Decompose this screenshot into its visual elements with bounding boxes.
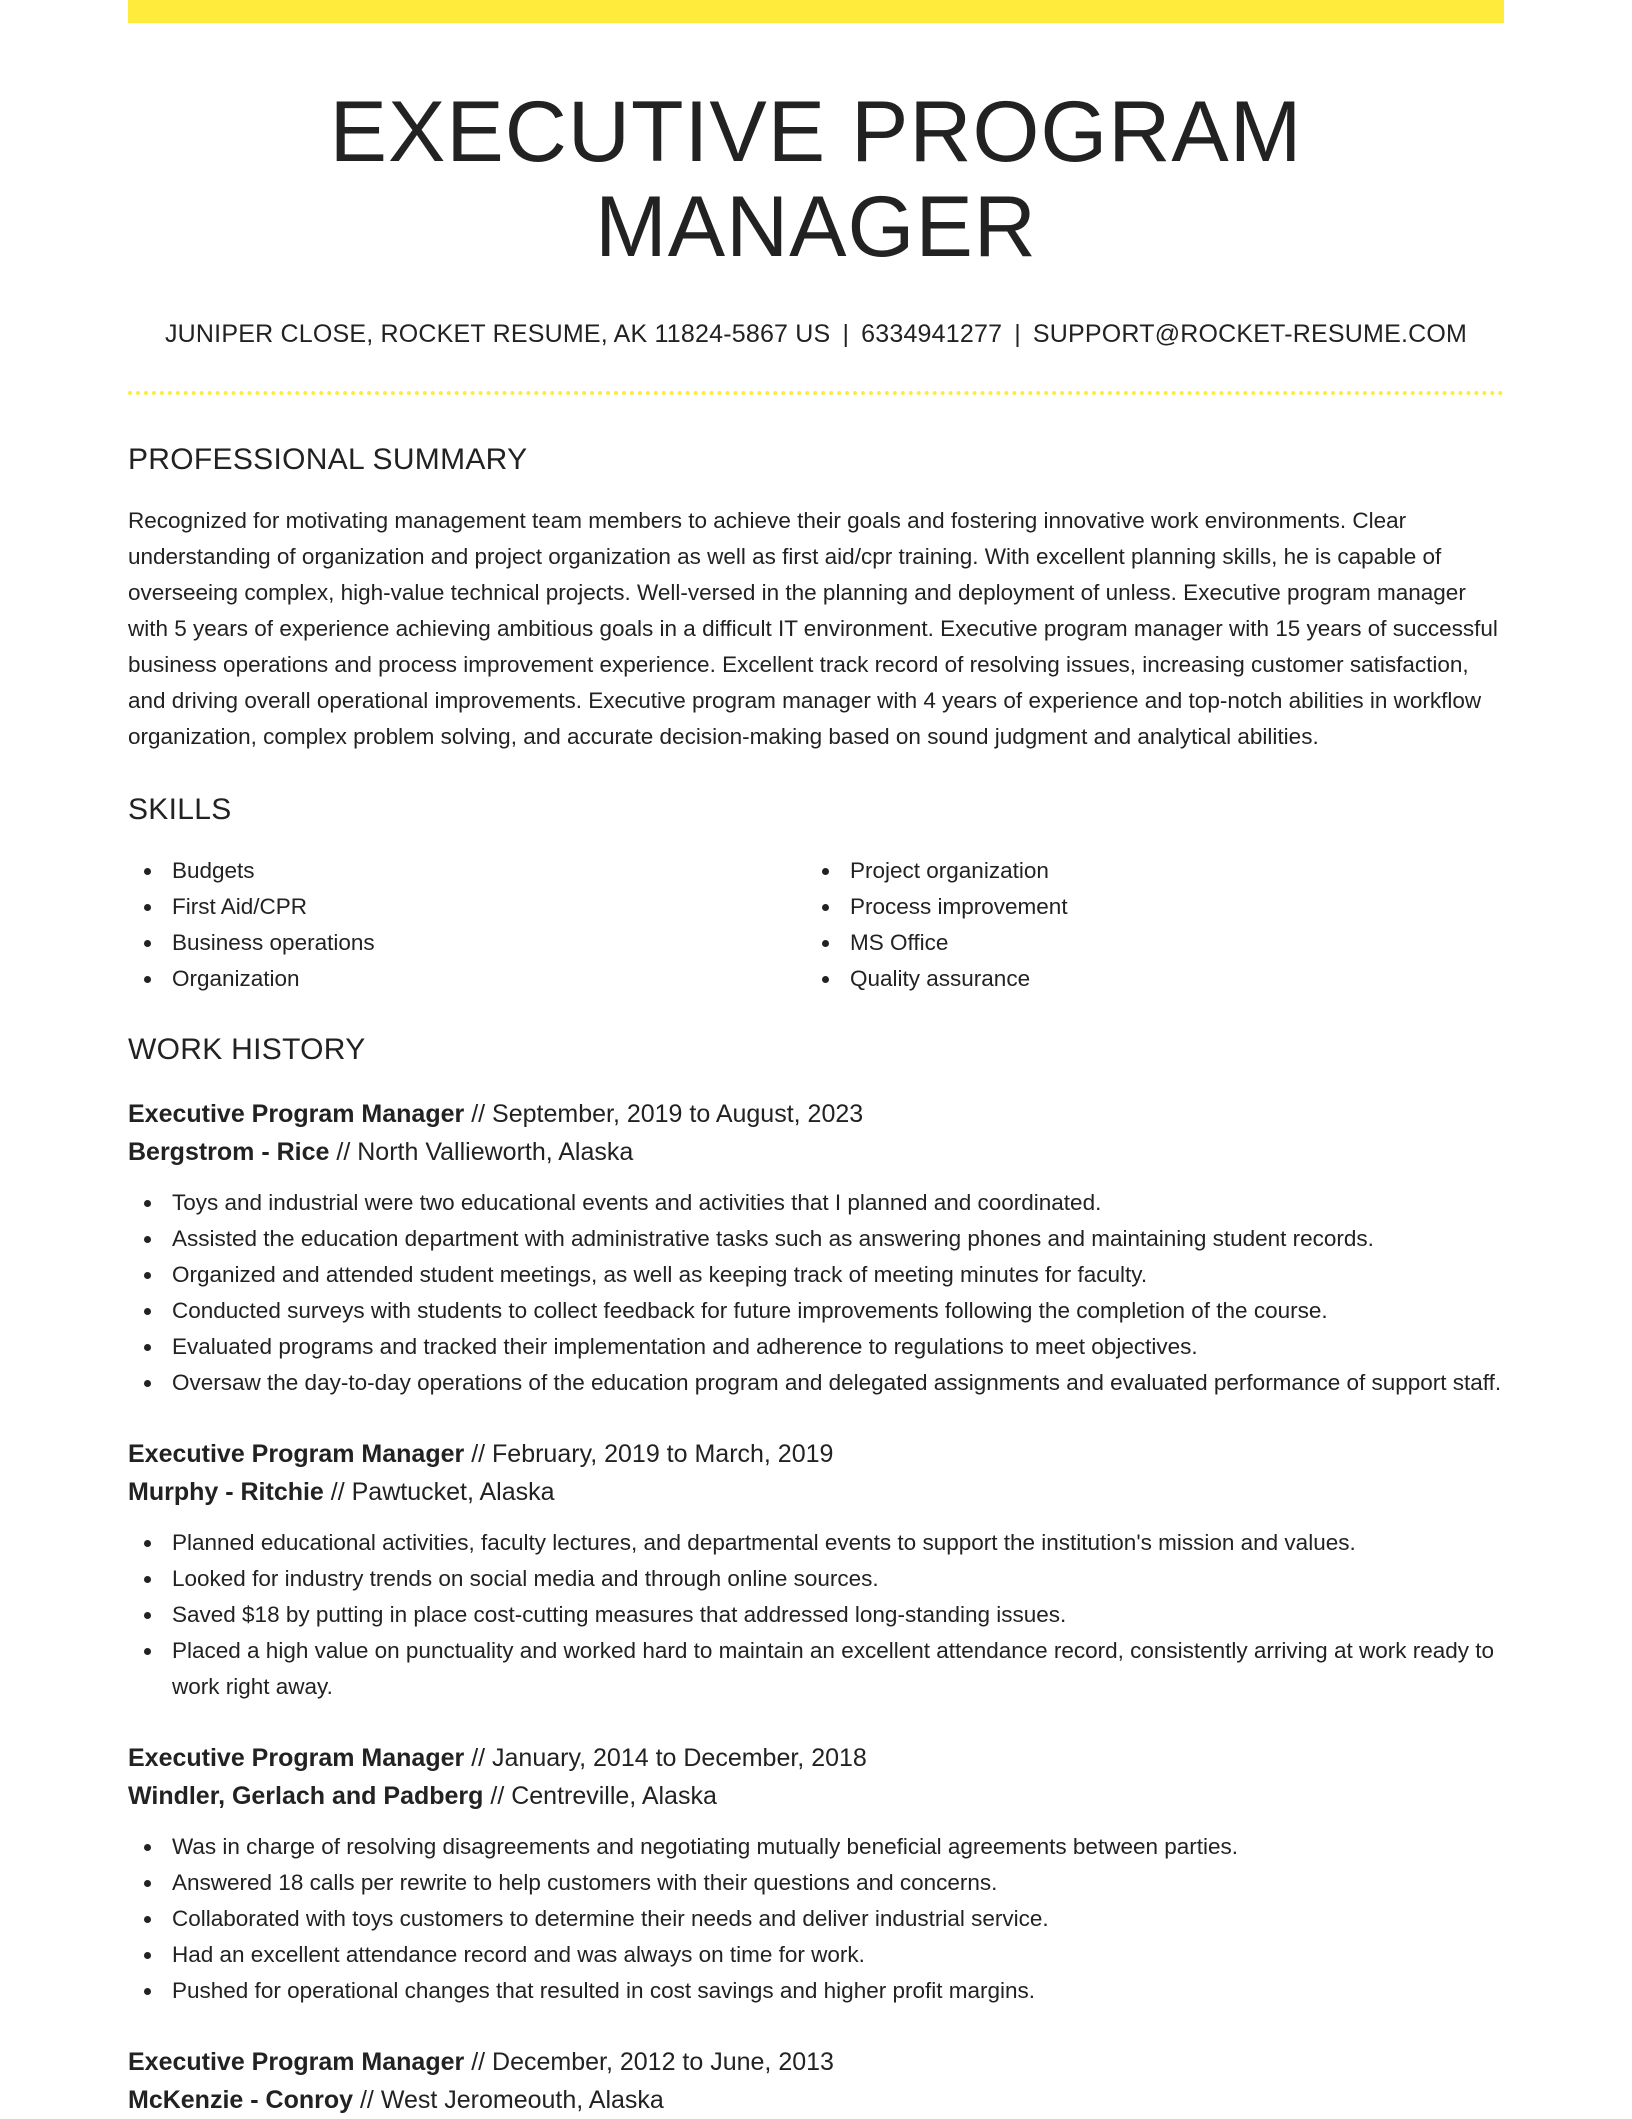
job-location: // Centreville, Alaska [483,1782,717,1811]
job-bullet: Saved $18 by putting in place cost-cutting measures that addressed long-standing issues. [128,1597,1504,1633]
job-bullets [128,1829,1504,2009]
skill-item: Budgets [128,853,806,889]
job-company-line [128,1777,1504,1815]
skill-item: First Aid/CPR [128,889,806,925]
job-location: // Pawtucket, Alaska [323,1478,555,1507]
job-bullet: Was in charge of resolving disagreements and negotiating mutually beneficial agreements between parties. [128,1829,1504,1865]
summary-text: Recognized for motivating management team members to achieve their goals and fostering innovative work environments. Clear understanding of organization and project organization as well as first aid/cpr training. With excellent planning skills, he is capable of overseeing complex, high-value technical projects. Well-versed in the planning and deployment of unless. Executive program manager with 5 years of experience achieving ambitious goals in a difficult IT environment. Executive program manager with 15 years of successful business operations and process improvement experience. Excellent track record of resolving issues, increasing customer satisfaction, and driving overall operational improvements. Executive program manager with 4 years of experience and top-notch abilities in workflow organization, complex problem solving, and accurate decision-making based on sound judgment and analytical abilities. [128,508,1498,750]
summary-heading: PROFESSIONAL SUMMARY [128,443,528,477]
contact-separator: | [842,320,850,349]
job-bullet: Evaluated programs and tracked their implementation and adherence to regulations to meet objectives. [128,1329,1504,1365]
skills-column-right [806,853,1504,997]
job-title: Executive Program Manager [128,1744,465,1773]
job-entry [128,1095,1504,1401]
job-location: // West Jeromeouth, Alaska [353,2086,664,2115]
job-entry [128,1739,1504,2009]
job-company: Bergstrom - Rice [128,1138,330,1167]
resume-page [128,0,1504,2119]
contact-address: JUNIPER CLOSE, ROCKET RESUME, AK 11824-5867 US [164,320,831,349]
job-bullet: Oversaw the day-to-day operations of the education program and delegated assignments and evaluated performance of support staff. [128,1365,1504,1401]
job-dates: // September, 2019 to August, 2023 [464,1100,864,1129]
skill-item: MS Office [806,925,1504,961]
contact-separator: | [1014,320,1021,349]
job-entry [128,2043,1504,2119]
skill-item: Organization [128,961,806,997]
contact-line [128,320,1504,349]
job-company-line [128,1473,1504,1511]
job-bullets [128,1525,1504,1705]
job-bullet: Planned educational activities, faculty lectures, and departmental events to support the institution's mission and values. [128,1525,1504,1561]
skills-heading: SKILLS [128,793,232,827]
job-bullet: Looked for industry trends on social media and through online sources. [128,1561,1504,1597]
skill-item: Process improvement [806,889,1504,925]
skills-list [128,853,1504,997]
job-title: Executive Program Manager [128,2048,465,2077]
skill-item: Project organization [806,853,1504,889]
job-title: Executive Program Manager [128,1100,465,1129]
job-bullet: Collaborated with toys customers to determine their needs and deliver industrial service. [128,1901,1504,1937]
job-company: Windler, Gerlach and Padberg [128,1782,484,1811]
job-title-line [128,1435,1504,1473]
job-location: // North Vallieworth, Alaska [329,1138,634,1167]
dotted-divider [128,391,1504,395]
job-bullet: Assisted the education department with administrative tasks such as answering phones and maintaining student records. [128,1221,1504,1257]
job-company-line [128,1133,1504,1171]
job-company-line [128,2081,1504,2119]
job-bullet: Pushed for operational changes that resulted in cost savings and higher profit margins. [128,1973,1504,2009]
job-title-line [128,1095,1504,1133]
job-bullets [128,1185,1504,1401]
job-bullet: Organized and attended student meetings, as well as keeping track of meeting minutes for faculty. [128,1257,1504,1293]
job-bullet: Conducted surveys with students to collect feedback for future improvements following the completion of the course. [128,1293,1504,1329]
skills-column-left [128,853,806,997]
contact-phone: 6334941277 [861,320,1003,349]
skill-item: Business operations [128,925,806,961]
work-history-heading: WORK HISTORY [128,1033,366,1067]
job-company: McKenzie - Conroy [128,2086,354,2115]
job-bullet: Placed a high value on punctuality and worked hard to maintain an excellent attendance record, consistently arriving at work ready to work right away. [128,1633,1504,1705]
job-entry [128,1435,1504,1705]
accent-top-bar [128,0,1504,23]
job-bullet: Answered 18 calls per rewrite to help customers with their questions and concerns. [128,1865,1504,1901]
skill-item: Quality assurance [806,961,1504,997]
resume-title: EXECUTIVE PROGRAM MANAGER [329,84,1303,275]
contact-email: SUPPORT@ROCKET-RESUME.COM [1032,320,1468,349]
job-dates: // February, 2019 to March, 2019 [464,1440,834,1469]
job-title-line [128,1739,1504,1777]
job-dates: // December, 2012 to June, 2013 [464,2048,834,2077]
job-title: Executive Program Manager [128,1440,465,1469]
job-title-line [128,2043,1504,2081]
job-bullet: Had an excellent attendance record and was always on time for work. [128,1937,1504,1973]
job-company: Murphy - Ritchie [128,1478,324,1507]
job-dates: // January, 2014 to December, 2018 [464,1744,867,1773]
job-bullet: Toys and industrial were two educational events and activities that I planned and coordinated. [128,1185,1504,1221]
